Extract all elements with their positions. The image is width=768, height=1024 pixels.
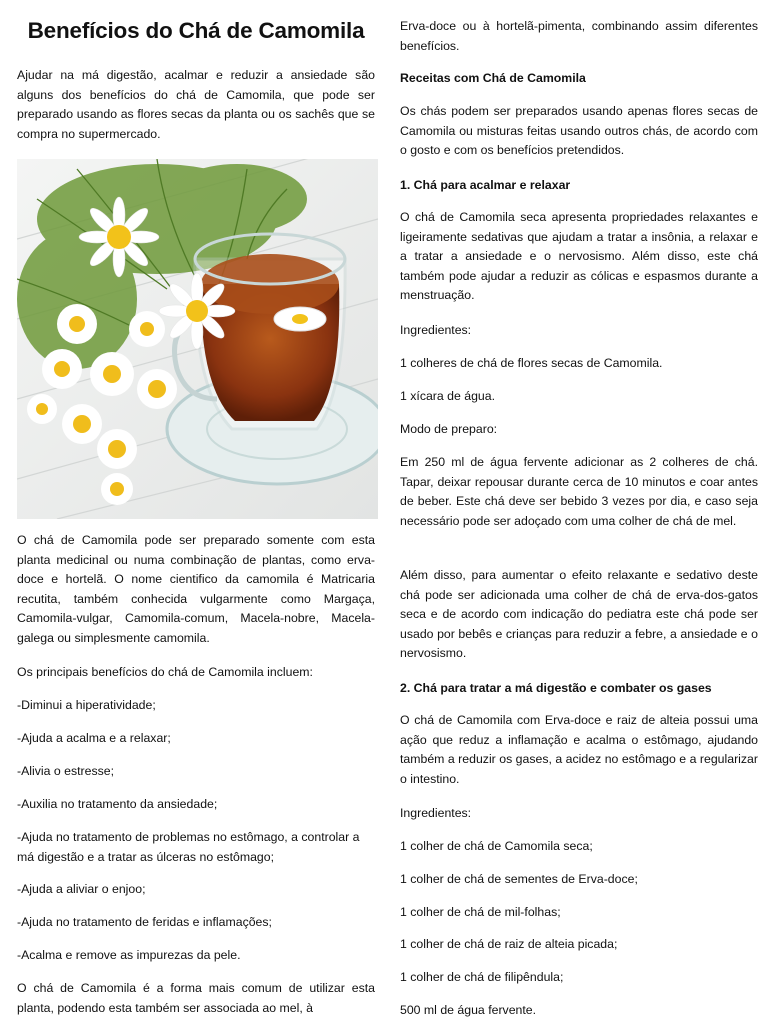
benefit-item: -Alivia o estresse;	[17, 764, 115, 778]
recipe-1-method: Em 250 ml de água fervente adicionar as 2 colheres de chá. Tapar, deixar repousar durante cerca de 10 minutos e coar antes de beber. Este chá deve ser bebido 3 vezes por dia, e caso seja necessário pode ser adoçado com uma colher de chá de mel.	[400, 455, 758, 528]
benefit-item: -Auxilia no tratamento da ansiedade;	[17, 797, 218, 811]
ingredient-item: 1 colher de chá de raiz de alteia picada;	[400, 937, 618, 951]
intro-paragraph: Ajudar na má digestão, acalmar e reduzir a ansiedade são alguns dos benefícios do chá de Camomila, que pode ser preparado usando as flores secas da planta ou os sachês que se compra no supermercado.	[17, 68, 375, 141]
recipes-intro: Os chás podem ser preparados usando apenas flores secas de Camomila ou misturas feitas usando outros chás, de acordo com o gosto e com os benefícios pretendidos.	[400, 104, 758, 158]
closing-paragraph: O chá de Camomila é a forma mais comum de utilizar esta planta, podendo esta também ser associada ao mel, à	[17, 981, 375, 1015]
ingredient-item: 1 colher de chá de Camomila seca;	[400, 839, 593, 853]
ingredient-item: 1 colher de chá de filipêndula;	[400, 970, 564, 984]
continuation-paragraph: Erva-doce ou à hortelã-pimenta, combinando assim diferentes benefícios.	[400, 19, 758, 53]
recipe-1-method-label: Modo de preparo:	[400, 422, 498, 436]
ingredient-item: 1 colher de chá de mil-folhas;	[400, 905, 561, 919]
document-title: Benefícios do Chá de Camomila	[27, 18, 365, 43]
recipe-2-ingredients-label: Ingredientes:	[400, 806, 472, 820]
recipes-heading: Receitas com Chá de Camomila	[400, 71, 586, 85]
recipe-1-ingredients-label: Ingredientes:	[400, 323, 472, 337]
ingredient-item: 1 xícara de água.	[400, 389, 496, 403]
benefit-item: -Ajuda no tratamento de problemas no estômago, a controlar a má digestão e a tratar as úlceras no estômago;	[17, 830, 360, 864]
recipe-1-note: Além disso, para aumentar o efeito relaxante e sedativo deste chá pode ser adicionada uma colher de chá de erva-dos-gatos seca e de acordo com indicação do pediatra este chá pode ser usado por bebês e crianças para reduzir a febre, a ansiedade e o nervosismo.	[400, 568, 758, 661]
benefits-intro: Os principais benefícios do chá de Camomila incluem:	[17, 665, 313, 679]
ingredient-item: 1 colher de chá de sementes de Erva-doce;	[400, 872, 638, 886]
recipe-2-description: O chá de Camomila com Erva-doce e raiz de alteia possui uma ação que reduz a inflamação e acalma o estômago, ajudando também a reduzir os gases, a acidez no estômago e a regularizar o intestino.	[400, 713, 758, 786]
ingredient-item: 1 colheres de chá de flores secas de Camomila.	[400, 356, 663, 370]
recipe-1-description: O chá de Camomila seca apresenta propriedades relaxantes e ligeiramente sedativas que ajudam a tratar a insônia, a relaxar e a tratar a ansiedade e o nervosismo. Além disso, este chá também pode ajudar a reduzir as cólicas e espasmos durante a menstruação.	[400, 210, 758, 303]
recipe-2-heading: 2. Chá para tratar a má digestão e combater os gases	[400, 681, 712, 695]
benefit-item: -Ajuda a acalma e a relaxar;	[17, 731, 171, 745]
paragraph-camomila-description: O chá de Camomila pode ser preparado somente com esta planta medicinal ou numa combinação de plantas, como erva-doce e hortelã. O nome cientifico da camomila é Matricaria recutita, também conhecida vulgarmente como Margaça, Camomila-vulgar, Camomila-comum, Macela-nobre, Macela-galega ou simplesmente camomila.	[17, 533, 375, 645]
benefit-item: -Ajuda no tratamento de feridas e inflamações;	[17, 915, 272, 929]
ingredient-item: 500 ml de água fervente.	[400, 1003, 537, 1017]
chamomile-tea-photo	[17, 159, 378, 519]
recipe-1-heading: 1. Chá para acalmar e relaxar	[400, 178, 571, 192]
benefit-item: -Ajuda a aliviar o enjoo;	[17, 882, 146, 896]
benefit-item: -Diminui a hiperatividade;	[17, 698, 156, 712]
tea-cup-image-icon	[17, 159, 378, 519]
benefit-item: -Acalma e remove as impurezas da pele.	[17, 948, 241, 962]
